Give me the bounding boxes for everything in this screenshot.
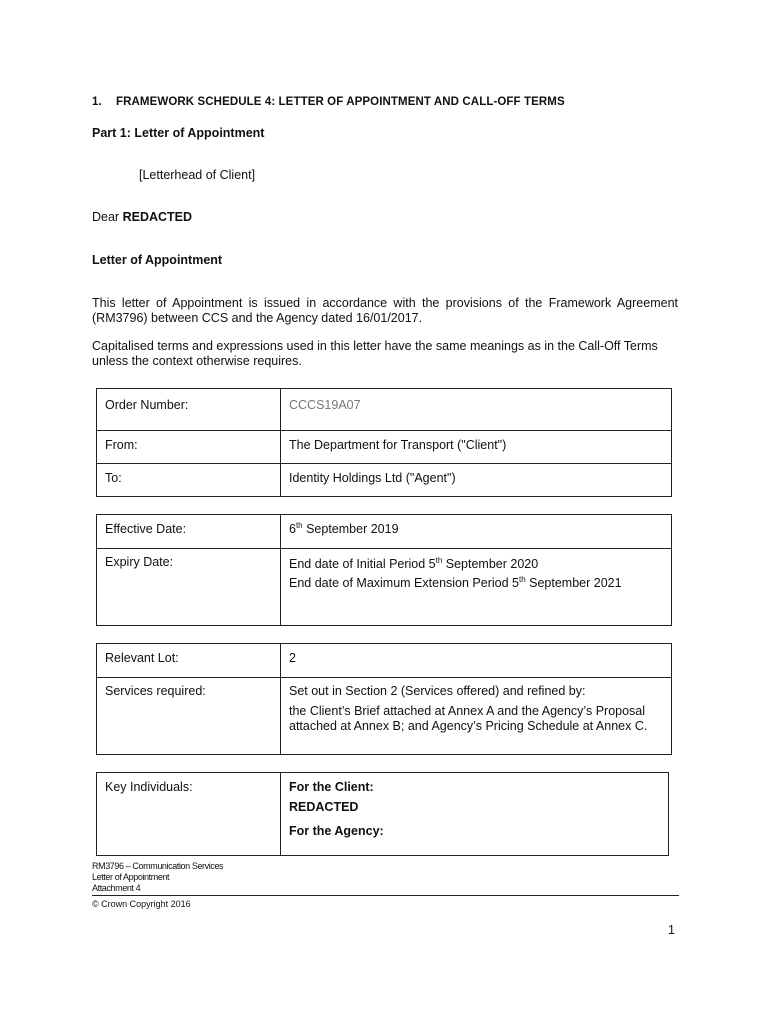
part-title: Part 1: Letter of Appointment	[92, 126, 265, 140]
extension-period-pre: End date of Maximum Extension Period 5	[289, 576, 519, 590]
effective-day: 6	[289, 522, 296, 536]
from-label: From:	[97, 431, 281, 464]
table-row	[97, 389, 672, 431]
salutation-name: REDACTED	[122, 210, 193, 224]
table-row	[97, 549, 672, 626]
services-required-label: Services required:	[97, 678, 281, 755]
order-details-table	[96, 388, 672, 497]
intro-paragraph: This letter of Appointment is issued in accordance with the provisions of the Framework Agreement (RM3796) between CCS and the Agency dated 16/01/2017.	[92, 296, 678, 325]
relevant-lot-value: 2	[281, 644, 672, 678]
client-value: REDACTED	[289, 800, 359, 814]
initial-period-sup: th	[435, 555, 443, 565]
table-row	[97, 678, 672, 755]
heading-title: FRAMEWORK SCHEDULE 4: LETTER OF APPOINTMENT AND CALL-OFF TERMS	[116, 96, 565, 108]
letterhead-placeholder: [Letterhead of Client]	[139, 168, 256, 182]
effective-date-value	[281, 515, 672, 549]
order-number-value: CCCS19A07	[281, 389, 672, 431]
salutation-prefix: Dear	[92, 210, 123, 224]
relevant-lot-label: Relevant Lot:	[97, 644, 281, 678]
order-number-label: Order Number:	[97, 389, 281, 431]
services-line-2: the Client’s Brief attached at Annex A and the Agency’s Proposal attached at Annex B; and Agency’s Pricing Schedule at Annex C.	[289, 704, 648, 733]
definitions-paragraph: Capitalised terms and expressions used in this letter have the same meanings as in the Call-Off Terms unless the context otherwise requires.	[92, 339, 658, 368]
section-title: Letter of Appointment	[92, 253, 223, 267]
table-row	[97, 644, 672, 678]
schedule-heading	[92, 96, 565, 108]
client-heading: For the Client:	[289, 780, 374, 794]
dates-table	[96, 514, 672, 626]
extension-period-line	[289, 574, 663, 593]
effective-sup: th	[295, 520, 303, 530]
footer-reference	[92, 861, 223, 894]
services-line-1: Set out in Section 2 (Services offered) and refined by:	[289, 684, 586, 698]
agency-heading: For the Agency:	[289, 824, 384, 838]
services-table	[96, 643, 672, 755]
expiry-date-label: Expiry Date:	[97, 549, 281, 626]
footer-line-3: Attachment 4	[92, 883, 141, 893]
copyright: © Crown Copyright 2016	[92, 899, 191, 909]
key-individuals-table	[96, 772, 669, 856]
table-row	[97, 431, 672, 464]
from-value: The Department for Transport ("Client")	[281, 431, 672, 464]
heading-number: 1.	[92, 96, 102, 108]
initial-period-line	[289, 555, 663, 574]
key-individuals-value	[281, 773, 669, 856]
footer-line-1: RM3796 – Communication Services	[92, 861, 224, 871]
to-label: To:	[97, 464, 281, 497]
table-row	[97, 515, 672, 549]
expiry-date-value	[281, 549, 672, 626]
salutation	[92, 210, 192, 224]
footer-divider	[92, 895, 679, 896]
footer-line-2: Letter of Appointment	[92, 872, 170, 882]
key-individuals-label: Key Individuals:	[97, 773, 281, 856]
services-required-value	[281, 678, 672, 755]
initial-period-pre: End date of Initial Period 5	[289, 557, 436, 571]
effective-date-label: Effective Date:	[97, 515, 281, 549]
page-number: 1	[668, 923, 675, 937]
table-row	[97, 773, 669, 856]
extension-period-post: September 2021	[525, 576, 622, 590]
effective-rest: September 2019	[302, 522, 399, 536]
initial-period-post: September 2020	[442, 557, 539, 571]
to-value: Identity Holdings Ltd ("Agent")	[281, 464, 672, 497]
table-row	[97, 464, 672, 497]
extension-period-sup: th	[518, 574, 526, 584]
